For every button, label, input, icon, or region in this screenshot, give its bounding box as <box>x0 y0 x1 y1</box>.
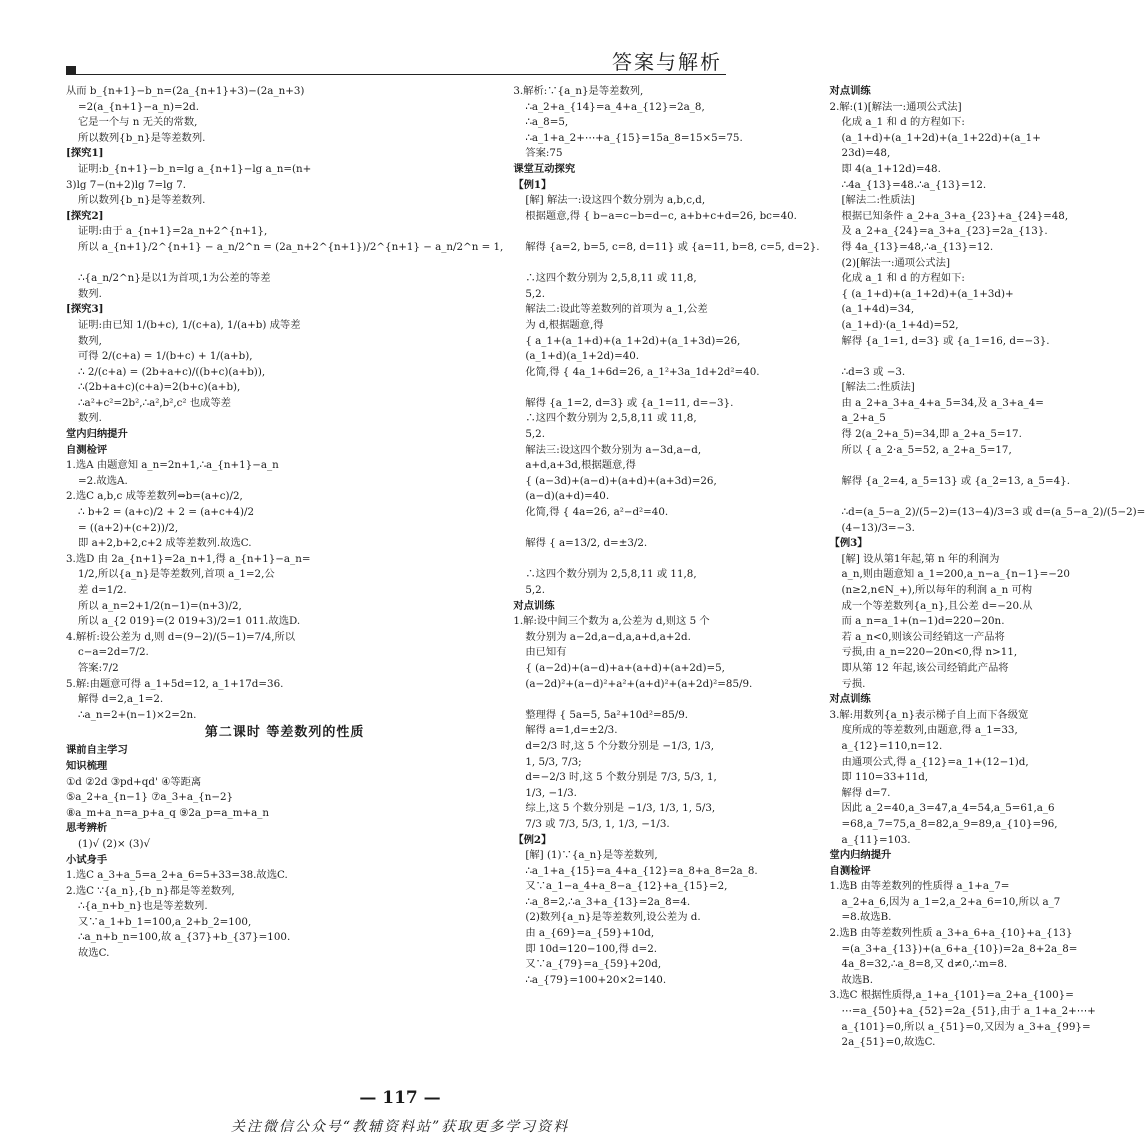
exercise-label: [探究1] <box>66 147 104 160</box>
column-middle <box>513 84 819 1080</box>
answer-line: a_{11}=103. <box>841 833 911 846</box>
answer-line: a_{101}=0,所以 a_{51}=0,又因为 a_3+a_{99}= <box>841 1020 1091 1033</box>
answer-line: (2)[解法一:通项公式法] <box>841 256 950 269</box>
subsection-heading: 对点训练 <box>829 693 871 706</box>
answer-line: 所以数列{b_n}是等差数列. <box>78 131 206 144</box>
answer-line: 3)lg 7−(n+2)lg 7=lg 7. <box>66 178 187 191</box>
answer-line: 即 110=33+11d, <box>841 771 929 784</box>
answer-line: =(a_3+a_{13})+(a_6+a_{10})=2a_8+2a_8= <box>841 942 1078 955</box>
answer-line: 4.解析:设公差为 d,则 d=(9−2)/(5−1)=7/4,所以 <box>66 630 296 643</box>
answer-line: (a_1+d)(a_1+2d)=40. <box>525 350 640 363</box>
answer-line <box>513 256 819 272</box>
answer-line: ∴这四个数分别为 2,5,8,11 或 11,8, <box>525 412 697 425</box>
answer-line: ∴这四个数分别为 2,5,8,11 或 11,8, <box>525 568 697 581</box>
answer-line: 又∵a_1−a_4+a_8−a_{12}+a_{15}=2, <box>525 880 728 893</box>
answer-line: { (a−3d)+(a−d)+(a+d)+(a+3d)=26, <box>525 474 717 487</box>
subsection-heading: 思考辨析 <box>66 822 108 835</box>
answer-line: 整理得 { 5a=5, 5a²+10d²=85/9. <box>525 708 689 721</box>
answer-line: ⑧a_m+a_n=a_p+a_q ⑨2a_p=a_m+a_n <box>66 806 270 819</box>
answer-line: 由通项公式,得 a_{12}=a_1+(12−1)d, <box>841 755 1029 768</box>
answer-columns <box>66 84 1145 1080</box>
answer-line: { (a_1+d)+(a_1+2d)+(a_1+3d)+ <box>841 287 1014 300</box>
answer-line <box>830 458 1145 474</box>
answer-line <box>830 349 1145 365</box>
answer-line: 从而 b_{n+1}−b_n=(2a_{n+1}+3)−(2a_n+3) <box>66 85 305 97</box>
subsection-heading: 知识梳理 <box>66 759 108 772</box>
answer-line: 若 a_n<0,则该公司经销这一产品将 <box>841 630 1005 643</box>
answer-line: ∴ b+2 = (a+c)/2 + 2 = (a+c+4)/2 <box>78 506 255 519</box>
answer-line: ∴a_{79}=100+20×2=140. <box>525 973 667 986</box>
column-left <box>66 84 503 1080</box>
answer-line: 所以 { a_2·a_5=52, a_2+a_5=17, <box>841 443 1012 456</box>
exercise-label: 【例1】 <box>513 178 552 191</box>
answer-line: ∴{a_n+b_n}也是等差数列. <box>78 900 208 913</box>
answer-line: 亏损. <box>841 677 866 690</box>
answer-line: 1, 5/3, 7/3; <box>525 755 582 768</box>
section-heading: 课前自主学习 <box>66 744 128 757</box>
answer-line: 即 4(a_1+12d)=48. <box>841 162 941 175</box>
answer-line: (4−13)/3=−3. <box>841 521 915 534</box>
answer-line: 成一个等差数列{a_n},且公差 d=−20.从 <box>841 599 1033 612</box>
answer-line: (a−d)(a+d)=40. <box>525 490 610 503</box>
answer-line: d=2/3 时,这 5 个分数分别是 −1/3, 1/3, <box>525 739 715 752</box>
answer-line: 2.解:(1)[解法一:通项公式法] <box>829 100 962 113</box>
chapter-heading: 第二课时 等差数列的性质 <box>204 725 365 741</box>
answer-line: [解法二:性质法] <box>841 194 915 207</box>
answer-line: { a_1+(a_1+d)+(a_1+2d)+(a_1+3d)=26, <box>525 334 741 347</box>
answer-line: 3.选D 由 2a_{n+1}=2a_n+1,得 a_{n+1}−a_n= <box>66 552 311 565</box>
answer-line: a_2+a_6,因为 a_1=2,a_2+a_6=10,所以 a_7 <box>841 895 1061 908</box>
answer-line: 又∵a_1+b_1=100,a_2+b_2=100, <box>78 915 252 928</box>
answer-line: 证明:由于 a_{n+1}=2a_n+2^{n+1}, <box>78 225 268 238</box>
answer-line: d=−2/3 时,这 5 个数分别是 7/3, 5/3, 1, <box>525 771 717 784</box>
answer-line: 它是一个与 n 无关的常数, <box>78 116 198 129</box>
answer-line <box>66 256 503 272</box>
answer-line: 综上,这 5 个数分别是 −1/3, 1/3, 1, 5/3, <box>525 802 716 815</box>
answer-line <box>513 380 819 396</box>
answer-line: 所以数列{b_n}是等差数列. <box>78 194 206 207</box>
answer-line: 故选B. <box>841 973 873 986</box>
answer-line: 1.选B 由等差数列的性质得 a_1+a_7= <box>829 880 1010 893</box>
answer-line: 1.选A 由题意知 a_n=2n+1,∴a_{n+1}−a_n <box>66 459 279 472</box>
answer-line: 差 d=1/2. <box>78 584 127 596</box>
answer-line: 解得 d=7. <box>841 786 891 799</box>
page-number: — 117 — <box>359 1088 441 1108</box>
answer-line: 亏损,由 a_n=220−20n<0,得 n>11, <box>841 646 1018 659</box>
answer-line <box>830 489 1145 505</box>
answer-line: 所以 a_{n+1}/2^{n+1} − a_n/2^n = (2a_n+2^{n+1})/2^{n+1} − a_n/2^n = 1, <box>78 240 504 253</box>
answer-line: 可得 2/(c+a) = 1/(b+c) + 1/(a+b), <box>78 350 253 363</box>
exercise-label: 【例3】 <box>829 537 868 550</box>
answer-line: 化成 a_1 和 d 的方程如下: <box>841 116 965 129</box>
answer-line: 2.选C a,b,c 成等差数列⇔b=(a+c)/2, <box>66 490 243 503</box>
answer-line: 即从第 12 年起,该公司经销此产品将 <box>841 661 1009 674</box>
answer-line: 因此 a_2=40,a_3=47,a_4=54,a_5=61,a_6 <box>841 802 1055 815</box>
answer-line: ∴a_n+b_n=100,故 a_{37}+b_{37}=100. <box>78 931 291 944</box>
answer-line: 即 10d=120−100,得 d=2. <box>525 942 658 955</box>
answer-line: 解法三:设这四个数分别为 a−3d,a−d, <box>525 443 702 456</box>
answer-line: 答案:75 <box>525 147 563 160</box>
page-header <box>66 40 726 75</box>
answer-line: 化简,得 { 4a=26, a²−d²=40. <box>525 506 669 519</box>
answer-line: 1/3, −1/3. <box>525 786 577 799</box>
header-accent-bar <box>66 66 76 74</box>
answer-line: 1/2,所以{a_n}是等差数列,首项 a_1=2,公 <box>78 568 275 581</box>
answer-line: { (a−2d)+(a−d)+a+(a+d)+(a+2d)=5, <box>525 661 725 674</box>
answer-line: ∴ 2/(c+a) = (2b+a+c)/((b+c)(a+b)), <box>78 365 266 378</box>
section-heading: 堂内归纳提升 <box>66 428 128 441</box>
exercise-label: 【例2】 <box>513 833 552 846</box>
answer-line: 1.解:设中间三个数为 a,公差为 d,则这 5 个 <box>513 615 710 628</box>
answer-line: 答案:7/2 <box>78 661 119 674</box>
answer-line: 解得 {a_1=2, d=3} 或 {a_1=11, d=−3}. <box>525 396 734 409</box>
section-heading: 堂内归纳提升 <box>829 849 892 862</box>
exercise-label: [探究2] <box>66 209 104 222</box>
answer-line: 解法二:设此等差数列的首项为 a_1,公差 <box>525 303 708 316</box>
answer-line: ∴(2b+a+c)(c+a)=2(b+c)(a+b), <box>78 381 241 394</box>
answer-line: 证明:由已知 1/(b+c), 1/(c+a), 1/(a+b) 成等差 <box>78 318 301 331</box>
answer-line: =2.故选A. <box>78 474 128 487</box>
answer-line: =8.故选B. <box>841 911 892 924</box>
section-heading: 课堂互动探究 <box>513 162 576 175</box>
answer-line: 根据已知条件 a_2+a_3+a_{23}+a_{24}=48, <box>841 209 1069 222</box>
answer-line: a_n,则由题意知 a_1=200,a_n−a_{n−1}=−20 <box>841 568 1070 581</box>
answer-line: 3.选C 根据性质得,a_1+a_{101}=a_2+a_{100}= <box>829 989 1074 1002</box>
subsection-heading: 对点训练 <box>829 85 871 97</box>
answer-line: 7/3 或 7/3, 5/3, 1, 1/3, −1/3. <box>525 817 670 830</box>
answer-line: 又∵a_{79}=a_{59}+20d, <box>525 958 662 971</box>
answer-line: (n≥2,n∈N_+),所以每年的利润 a_n 可构 <box>841 584 1033 596</box>
answer-line: ∴d=3 或 −3. <box>841 365 906 378</box>
answer-line: 1.选C a_3+a_5=a_2+a_6=5+33=38.故选C. <box>66 869 288 882</box>
answer-line: [解] 解法一:设这四个数分别为 a,b,c,d, <box>525 194 706 207</box>
answer-line: 故选C. <box>78 947 110 960</box>
subsection-heading: 自测检评 <box>829 864 871 877</box>
answer-line: ∴a_2+a_{14}=a_4+a_{12}=2a_8, <box>525 100 705 113</box>
answer-line: 数列, <box>78 334 102 347</box>
answer-line: =2(a_{n+1}−a_n)=2d. <box>78 100 200 113</box>
answer-line: ∴这四个数分别为 2,5,8,11 或 11,8, <box>525 272 697 285</box>
answer-line: 3.解:用数列{a_n}表示梯子自上而下各级宽 <box>829 708 1029 721</box>
answer-line: a_2+a_5 <box>841 412 886 425</box>
answer-line: 2.选C ∵{a_n},{b_n}都是等差数列, <box>66 884 235 897</box>
answer-line: ∴d=(a_5−a_2)/(5−2)=(13−4)/3=3 或 d=(a_5−a_2)/(5−2)= <box>841 506 1145 519</box>
answer-line: [解法二:性质法] <box>841 381 915 394</box>
answer-line: ∴a²+c²=2b²,∴a²,b²,c² 也成等差 <box>78 396 231 409</box>
answer-line: (a_1+4d)=34, <box>841 303 915 316</box>
answer-line: 2.选B 由等差数列性质 a_3+a_6+a_{10}+a_{13} <box>829 927 1073 940</box>
answer-line: (a−2d)²+(a−d)²+a²+(a+d)²+(a+2d)²=85/9. <box>525 677 753 690</box>
answer-line: 3.解析:∵{a_n}是等差数列, <box>513 85 644 97</box>
answer-line: ∴4a_{13}=48.∴a_{13}=12. <box>841 178 987 191</box>
answer-line: (1)√ (2)× (3)√ <box>78 837 151 850</box>
answer-line: 解得 {a_2=4, a_5=13} 或 {a_2=13, a_5=4}. <box>841 474 1070 487</box>
answer-line: (a_1+d)+(a_1+2d)+(a_1+22d)+(a_1+ <box>841 131 1041 144</box>
answer-line: 数列. <box>78 412 102 425</box>
answer-line: 数列. <box>78 287 102 300</box>
answer-line: ∴a_1+a_2+⋯+a_{15}=15a_8=15×5=75. <box>525 131 743 144</box>
answer-line: 度所成的等差数列,由题意,得 a_1=33, <box>841 724 1018 737</box>
answer-line: 5,2. <box>525 287 545 300</box>
answer-line: 由 a_{69}=a_{59}+10d, <box>525 927 655 940</box>
subsection-heading: 自测检评 <box>66 443 108 456</box>
answer-line: ∴a_1+a_{15}=a_4+a_{12}=a_8+a_8=2a_8. <box>525 864 758 877</box>
answer-line: 得 2(a_2+a_5)=34,即 a_2+a_5=17. <box>841 428 1022 441</box>
answer-line <box>513 521 819 537</box>
answer-line: 4a_8=32,∴a_8=8,又 d≠0,∴m=8. <box>841 958 1008 971</box>
answer-line: a+d,a+3d,根据题意,得 <box>525 459 636 472</box>
answer-line: 即 a+2,b+2,c+2 成等差数列.故选C. <box>78 537 252 550</box>
answer-line: ∴a_8=2,∴a_3+a_{13}=2a_8=4. <box>525 895 691 908</box>
footer-note: 关注微信公众号“教辅资料站”获取更多学习资料 <box>230 1119 570 1135</box>
answer-line <box>513 552 819 568</box>
answer-line: 由已知有 <box>525 646 567 659</box>
answer-line: ⑤a_2+a_{n−1} ⑦a_3+a_{n−2} <box>66 791 234 804</box>
answer-line: 所以 a_n=2+1/2(n−1)=(n+3)/2, <box>78 599 242 612</box>
answer-line: 及 a_2+a_{24}=a_3+a_{23}=2a_{13}. <box>841 225 1048 238</box>
answer-line: 解得 d=2,a_1=2. <box>78 693 164 706</box>
answer-line: 5,2. <box>525 584 545 596</box>
answer-line: ⋯=a_{50}+a_{52}=2a_{51},由于 a_1+a_2+⋯+ <box>841 1005 1096 1018</box>
answer-line: 解得 {a=2, b=5, c=8, d=11} 或 {a=11, b=8, c=5, d=2}. <box>525 240 820 253</box>
answer-line: ∴{a_n/2^n}是以1为首项,1为公差的等差 <box>78 272 271 285</box>
answer-line: 数分别为 a−2d,a−d,a,a+d,a+2d. <box>525 630 691 643</box>
answer-line: 解得 {a_1=1, d=3} 或 {a_1=16, d=−3}. <box>841 334 1050 347</box>
answer-line: =68,a_7=75,a_8=82,a_9=89,a_{10}=96, <box>841 817 1058 830</box>
column-right <box>830 84 1145 1080</box>
answer-line: 而 a_n=a_1+(n−1)d=220−20n. <box>841 615 1005 628</box>
answer-line: 5.解:由题意可得 a_1+5d=12, a_1+17d=36. <box>66 677 284 690</box>
answer-line: [解] (1)∵{a_n}是等差数列, <box>525 849 658 862</box>
answer-line: [解] 设从第1年起,第 n 年的利润为 <box>841 552 1000 565</box>
answer-line: (2)数列{a_n}是等差数列,设公差为 d. <box>525 911 701 924</box>
answer-line: 为 d,根据题意,得 <box>525 318 604 331</box>
answer-line: ∴a_n=2+(n−1)×2=2n. <box>78 708 197 721</box>
answer-line: c−a=2d=7/2. <box>78 646 149 659</box>
answer-line: 根据题意,得 { b−a=c−b=d−c, a+b+c+d=26, bc=40. <box>525 209 797 222</box>
answer-line: 得 4a_{13}=48,∴a_{13}=12. <box>841 240 994 253</box>
answer-line: (a_1+d)·(a_1+4d)=52, <box>841 318 959 331</box>
exercise-label: [探究3] <box>66 303 104 316</box>
answer-line: ①d ②2d ③pd+qd' ④等距离 <box>66 775 202 788</box>
header-title: 答案与解析 <box>612 50 722 74</box>
answer-line: 证明:b_{n+1}−b_n=lg a_{n+1}−lg a_n=(n+ <box>78 162 312 175</box>
subsection-heading: 对点训练 <box>513 599 555 612</box>
answer-line: a_{12}=110,n=12. <box>841 739 943 752</box>
answer-line: 解得 { a=13/2, d=±3/2. <box>525 537 648 550</box>
answer-line: 化成 a_1 和 d 的方程如下: <box>841 272 965 285</box>
answer-line <box>513 692 819 708</box>
answer-line: 化简,得 { 4a_1+6d=26, a_1²+3a_1d+2d²=40. <box>525 365 760 378</box>
answer-line: 23d)=48, <box>841 147 891 160</box>
answer-line: 2a_{51}=0,故选C. <box>841 1036 936 1049</box>
answer-line <box>513 224 819 240</box>
answer-line: = ((a+2)+(c+2))/2, <box>78 521 179 534</box>
answer-line: 由 a_2+a_3+a_4+a_5=34,及 a_3+a_4= <box>841 396 1044 409</box>
answer-line: 5,2. <box>525 428 545 441</box>
answer-line: 解得 a=1,d=±2/3. <box>525 724 618 737</box>
answer-line: ∴a_8=5, <box>525 116 569 129</box>
subsection-heading: 小试身手 <box>66 853 108 866</box>
answer-line: 所以 a_{2 019}=(2 019+3)/2=1 011.故选D. <box>78 615 301 628</box>
